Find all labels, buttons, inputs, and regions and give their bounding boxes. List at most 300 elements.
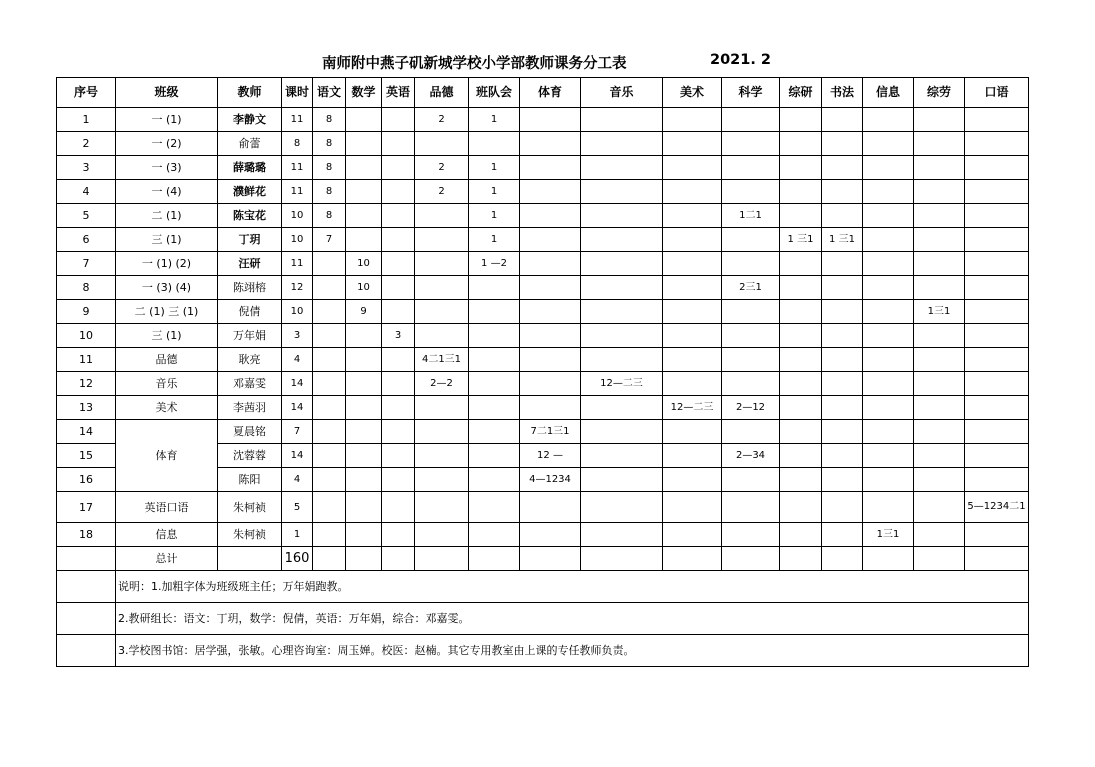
subject-cell-sf (822, 156, 863, 180)
table-row (57, 108, 1029, 132)
subject-cell-xx (863, 228, 914, 252)
subject-cell-kx (722, 252, 780, 276)
subject-cell-sx (346, 228, 382, 252)
hours-cell: 5 (282, 492, 313, 523)
subject-cell-ms (663, 180, 722, 204)
row-number: 14 (57, 420, 116, 444)
class-cell: 英语口语 (116, 492, 218, 523)
subject-cell-zy (780, 348, 822, 372)
subject-cell-zy (780, 132, 822, 156)
row-number: 3 (57, 156, 116, 180)
subject-cell-sx: 9 (346, 300, 382, 324)
subject-cell-pd (415, 132, 469, 156)
empty-cell (57, 547, 116, 571)
subject-cell-yy (382, 228, 415, 252)
row-number: 10 (57, 324, 116, 348)
subject-cell-sf (822, 396, 863, 420)
hours-cell: 4 (282, 468, 313, 492)
subject-cell-sf (822, 300, 863, 324)
subject-cell-sx (346, 444, 382, 468)
column-header: 品德 (415, 78, 469, 108)
subject-cell-zl (914, 324, 965, 348)
subject-cell-ky: 5—1234二1 (965, 492, 1029, 523)
table-row (57, 156, 1029, 180)
subject-cell-bdh (469, 132, 520, 156)
empty-cell (822, 547, 863, 571)
subject-cell-ty (520, 523, 581, 547)
subject-cell-ky (965, 523, 1029, 547)
subject-cell-yinyue (581, 468, 663, 492)
empty-cell (780, 547, 822, 571)
table-row (57, 372, 1029, 396)
subject-cell-bdh (469, 468, 520, 492)
empty-cell (346, 547, 382, 571)
row-number: 18 (57, 523, 116, 547)
subject-cell-zy (780, 156, 822, 180)
total-row (57, 547, 1029, 571)
subject-cell-yy (382, 132, 415, 156)
subject-cell-yy (382, 348, 415, 372)
column-header: 综研 (780, 78, 822, 108)
subject-cell-xx (863, 108, 914, 132)
subject-cell-pd (415, 468, 469, 492)
subject-cell-ty (520, 132, 581, 156)
note-text: 3.学校图书馆：居学强，张敏。心理咨询室：周玉婵。校医：赵楠。其它专用教室由上课的专任教师负责。 (116, 635, 1029, 667)
subject-cell-zl (914, 396, 965, 420)
note-text: 说明：1.加粗字体为班级班主任；万年娟跑教。 (116, 571, 1029, 603)
subject-cell-ky (965, 180, 1029, 204)
subject-cell-ky (965, 348, 1029, 372)
teacher-cell: 邓嘉雯 (218, 372, 282, 396)
hours-cell: 3 (282, 324, 313, 348)
subject-cell-yw (313, 252, 346, 276)
subject-cell-ky (965, 228, 1029, 252)
column-header: 序号 (57, 78, 116, 108)
subject-cell-ky (965, 204, 1029, 228)
empty-cell (965, 547, 1029, 571)
subject-cell-yw: 7 (313, 228, 346, 252)
empty-cell (57, 635, 116, 667)
teacher-cell: 耿亮 (218, 348, 282, 372)
class-cell: 二 (1) (116, 204, 218, 228)
class-cell: 一 (4) (116, 180, 218, 204)
subject-cell-zl (914, 252, 965, 276)
subject-cell-zl (914, 444, 965, 468)
column-header: 信息 (863, 78, 914, 108)
subject-cell-xx (863, 180, 914, 204)
teacher-cell: 朱柯祯 (218, 523, 282, 547)
subject-cell-sx (346, 180, 382, 204)
subject-cell-yy (382, 372, 415, 396)
subject-cell-yinyue (581, 444, 663, 468)
subject-cell-zl (914, 276, 965, 300)
class-cell: 一 (3) (116, 156, 218, 180)
table-row (57, 228, 1029, 252)
subject-cell-pd (415, 396, 469, 420)
subject-cell-pd: 2—2 (415, 372, 469, 396)
subject-cell-xx (863, 420, 914, 444)
subject-cell-yy (382, 523, 415, 547)
teacher-cell: 濮鲜花 (218, 180, 282, 204)
teacher-cell: 倪倩 (218, 300, 282, 324)
subject-cell-sx: 10 (346, 276, 382, 300)
subject-cell-zy (780, 372, 822, 396)
table-row (57, 492, 1029, 523)
subject-cell-zl (914, 523, 965, 547)
subject-cell-yinyue (581, 204, 663, 228)
subject-cell-bdh (469, 300, 520, 324)
subject-cell-yinyue (581, 523, 663, 547)
subject-cell-zy (780, 468, 822, 492)
subject-cell-zl (914, 420, 965, 444)
subject-cell-ty (520, 300, 581, 324)
subject-cell-sx (346, 492, 382, 523)
subject-cell-sf (822, 444, 863, 468)
subject-cell-ky (965, 372, 1029, 396)
subject-cell-ms (663, 156, 722, 180)
subject-cell-yy (382, 396, 415, 420)
subject-cell-ms (663, 132, 722, 156)
table-row (57, 348, 1029, 372)
subject-cell-zy (780, 444, 822, 468)
row-number: 16 (57, 468, 116, 492)
subject-cell-ty (520, 108, 581, 132)
column-header: 口语 (965, 78, 1029, 108)
hours-cell: 11 (282, 156, 313, 180)
subject-cell-zy (780, 523, 822, 547)
subject-cell-ky (965, 276, 1029, 300)
total-value: 160 (282, 547, 313, 571)
empty-cell (218, 547, 282, 571)
document-title: 南师附中燕子矶新城学校小学部教师课务分工表 (322, 56, 627, 72)
subject-cell-kx: 1二1 (722, 204, 780, 228)
subject-cell-xx (863, 372, 914, 396)
subject-cell-kx: 2—12 (722, 396, 780, 420)
subject-cell-sx (346, 396, 382, 420)
subject-cell-pd (415, 420, 469, 444)
row-number: 1 (57, 108, 116, 132)
hours-cell: 7 (282, 420, 313, 444)
subject-cell-kx (722, 108, 780, 132)
subject-cell-bdh: 1 (469, 108, 520, 132)
subject-cell-yy (382, 252, 415, 276)
subject-cell-bdh (469, 492, 520, 523)
subject-cell-ms (663, 300, 722, 324)
class-cell: 三 (1) (116, 228, 218, 252)
subject-cell-yw (313, 420, 346, 444)
subject-cell-yw: 8 (313, 108, 346, 132)
teacher-cell: 朱柯祯 (218, 492, 282, 523)
subject-cell-sx (346, 156, 382, 180)
subject-cell-ty: 12 — (520, 444, 581, 468)
subject-cell-kx (722, 468, 780, 492)
subject-cell-bdh: 1 (469, 228, 520, 252)
empty-cell (520, 547, 581, 571)
subject-cell-yw (313, 276, 346, 300)
subject-cell-ms (663, 523, 722, 547)
table-row (57, 396, 1029, 420)
subject-cell-yy (382, 180, 415, 204)
subject-cell-ky (965, 252, 1029, 276)
subject-cell-sx (346, 108, 382, 132)
subject-cell-bdh: 1 —2 (469, 252, 520, 276)
column-header: 教师 (218, 78, 282, 108)
teacher-cell: 夏晨铭 (218, 420, 282, 444)
subject-cell-bdh (469, 444, 520, 468)
note-row (57, 635, 1029, 667)
empty-cell (415, 547, 469, 571)
subject-cell-yinyue (581, 396, 663, 420)
class-cell: 一 (1) (116, 108, 218, 132)
table-row (57, 180, 1029, 204)
row-number: 11 (57, 348, 116, 372)
subject-cell-ky (965, 156, 1029, 180)
subject-cell-sf (822, 132, 863, 156)
table-row (57, 252, 1029, 276)
subject-cell-ky (965, 396, 1029, 420)
class-cell: 三 (1) (116, 324, 218, 348)
subject-cell-yinyue (581, 252, 663, 276)
subject-cell-yw (313, 492, 346, 523)
subject-cell-xx: 1三1 (863, 523, 914, 547)
subject-cell-sf (822, 204, 863, 228)
subject-cell-yw (313, 468, 346, 492)
subject-cell-bdh (469, 420, 520, 444)
subject-cell-ty: 4—1234 (520, 468, 581, 492)
subject-cell-sf (822, 492, 863, 523)
class-cell: 体育 (116, 420, 218, 492)
row-number: 2 (57, 132, 116, 156)
subject-cell-ms (663, 420, 722, 444)
note-text: 2.教研组长：语文：丁玥，数学：倪倩，英语：万年娟，综合：邓嘉雯。 (116, 603, 1029, 635)
subject-cell-kx (722, 492, 780, 523)
subject-cell-pd (415, 228, 469, 252)
subject-cell-sf (822, 180, 863, 204)
subject-cell-sf (822, 468, 863, 492)
subject-cell-bdh (469, 372, 520, 396)
subject-cell-zy (780, 276, 822, 300)
subject-cell-ky (965, 300, 1029, 324)
subject-cell-yy (382, 204, 415, 228)
empty-cell (663, 547, 722, 571)
subject-cell-zl (914, 228, 965, 252)
hours-cell: 10 (282, 300, 313, 324)
subject-cell-bdh (469, 396, 520, 420)
class-cell: 二 (1) 三 (1) (116, 300, 218, 324)
subject-cell-ky (965, 132, 1029, 156)
subject-cell-kx (722, 228, 780, 252)
subject-cell-kx (722, 523, 780, 547)
subject-cell-kx (722, 348, 780, 372)
subject-cell-zy (780, 420, 822, 444)
subject-cell-bdh (469, 324, 520, 348)
subject-cell-pd (415, 324, 469, 348)
subject-cell-ty (520, 396, 581, 420)
subject-cell-ms (663, 324, 722, 348)
subject-cell-yw (313, 324, 346, 348)
subject-cell-sf (822, 108, 863, 132)
subject-cell-zl: 1三1 (914, 300, 965, 324)
subject-cell-pd (415, 252, 469, 276)
subject-cell-zy (780, 180, 822, 204)
subject-cell-kx (722, 420, 780, 444)
subject-cell-bdh (469, 348, 520, 372)
subject-cell-yw (313, 523, 346, 547)
teacher-cell: 李茜羽 (218, 396, 282, 420)
subject-cell-ms (663, 228, 722, 252)
document-title-bar (0, 52, 1095, 74)
subject-cell-ms (663, 492, 722, 523)
subject-cell-sf (822, 252, 863, 276)
subject-cell-yy (382, 468, 415, 492)
subject-cell-sf (822, 523, 863, 547)
subject-cell-yy (382, 420, 415, 444)
subject-cell-ty (520, 204, 581, 228)
subject-cell-zy (780, 396, 822, 420)
hours-cell: 11 (282, 180, 313, 204)
subject-cell-sx (346, 372, 382, 396)
hours-cell: 10 (282, 204, 313, 228)
subject-cell-sx (346, 468, 382, 492)
subject-cell-yinyue (581, 420, 663, 444)
table-row (57, 132, 1029, 156)
subject-cell-zl (914, 156, 965, 180)
subject-cell-pd (415, 204, 469, 228)
subject-cell-yy (382, 492, 415, 523)
table-row (57, 204, 1029, 228)
row-number: 15 (57, 444, 116, 468)
subject-cell-yw: 8 (313, 204, 346, 228)
note-row (57, 603, 1029, 635)
subject-cell-ms (663, 372, 722, 396)
subject-cell-ty (520, 180, 581, 204)
subject-cell-pd (415, 444, 469, 468)
subject-cell-sf: 1 三1 (822, 228, 863, 252)
subject-cell-sx (346, 348, 382, 372)
subject-cell-pd (415, 276, 469, 300)
subject-cell-yinyue (581, 132, 663, 156)
subject-cell-sx (346, 324, 382, 348)
row-number: 6 (57, 228, 116, 252)
subject-cell-zl (914, 348, 965, 372)
subject-cell-ky (965, 444, 1029, 468)
empty-cell (914, 547, 965, 571)
class-cell: 美术 (116, 396, 218, 420)
subject-cell-kx (722, 324, 780, 348)
subject-cell-bdh (469, 523, 520, 547)
subject-cell-sf (822, 420, 863, 444)
subject-cell-yy (382, 276, 415, 300)
subject-cell-xx (863, 156, 914, 180)
subject-cell-yw (313, 348, 346, 372)
class-cell: 一 (3) (4) (116, 276, 218, 300)
teacher-cell: 陈翊榕 (218, 276, 282, 300)
teacher-cell: 万年娟 (218, 324, 282, 348)
subject-cell-yw (313, 396, 346, 420)
subject-cell-bdh: 1 (469, 204, 520, 228)
subject-cell-ms (663, 276, 722, 300)
subject-cell-sf (822, 324, 863, 348)
subject-cell-xx (863, 132, 914, 156)
row-number: 9 (57, 300, 116, 324)
subject-cell-yinyue (581, 492, 663, 523)
subject-cell-zy (780, 204, 822, 228)
subject-cell-ty (520, 324, 581, 348)
subject-cell-pd: 2 (415, 156, 469, 180)
hours-cell: 14 (282, 372, 313, 396)
subject-cell-zy (780, 300, 822, 324)
row-number: 8 (57, 276, 116, 300)
table-row (57, 300, 1029, 324)
row-number: 5 (57, 204, 116, 228)
subject-cell-sx: 10 (346, 252, 382, 276)
table-row (57, 324, 1029, 348)
empty-cell (469, 547, 520, 571)
subject-cell-ty (520, 252, 581, 276)
row-number: 4 (57, 180, 116, 204)
column-header: 书法 (822, 78, 863, 108)
row-number: 7 (57, 252, 116, 276)
subject-cell-ms (663, 108, 722, 132)
subject-cell-ky (965, 324, 1029, 348)
subject-cell-sx (346, 204, 382, 228)
subject-cell-kx (722, 156, 780, 180)
empty-cell (57, 603, 116, 635)
subject-cell-yinyue (581, 108, 663, 132)
subject-cell-xx (863, 444, 914, 468)
column-header: 科学 (722, 78, 780, 108)
teacher-cell: 沈蓉蓉 (218, 444, 282, 468)
subject-cell-bdh (469, 276, 520, 300)
subject-cell-ms (663, 348, 722, 372)
subject-cell-yw (313, 372, 346, 396)
class-cell: 一 (2) (116, 132, 218, 156)
empty-cell (382, 547, 415, 571)
hours-cell: 14 (282, 396, 313, 420)
subject-cell-yw (313, 300, 346, 324)
column-header: 综劳 (914, 78, 965, 108)
total-label: 总计 (116, 547, 218, 571)
empty-cell (313, 547, 346, 571)
column-header: 课时 (282, 78, 313, 108)
teacher-cell: 陈宝花 (218, 204, 282, 228)
subject-cell-ms: 12—二三 (663, 396, 722, 420)
subject-cell-sf (822, 348, 863, 372)
subject-cell-kx (722, 300, 780, 324)
subject-cell-ky (965, 468, 1029, 492)
subject-cell-yy (382, 444, 415, 468)
subject-cell-ty (520, 156, 581, 180)
subject-cell-kx: 2三1 (722, 276, 780, 300)
subject-cell-yinyue (581, 300, 663, 324)
subject-cell-kx (722, 180, 780, 204)
hours-cell: 12 (282, 276, 313, 300)
row-number: 12 (57, 372, 116, 396)
subject-cell-ty (520, 348, 581, 372)
subject-cell-ty (520, 372, 581, 396)
subject-cell-pd: 2 (415, 180, 469, 204)
table-row (57, 523, 1029, 547)
subject-cell-ty (520, 492, 581, 523)
subject-cell-zy (780, 492, 822, 523)
hours-cell: 14 (282, 444, 313, 468)
subject-cell-ms (663, 204, 722, 228)
note-row (57, 571, 1029, 603)
subject-cell-sf (822, 372, 863, 396)
table-row (57, 276, 1029, 300)
column-header: 语文 (313, 78, 346, 108)
subject-cell-zy (780, 108, 822, 132)
